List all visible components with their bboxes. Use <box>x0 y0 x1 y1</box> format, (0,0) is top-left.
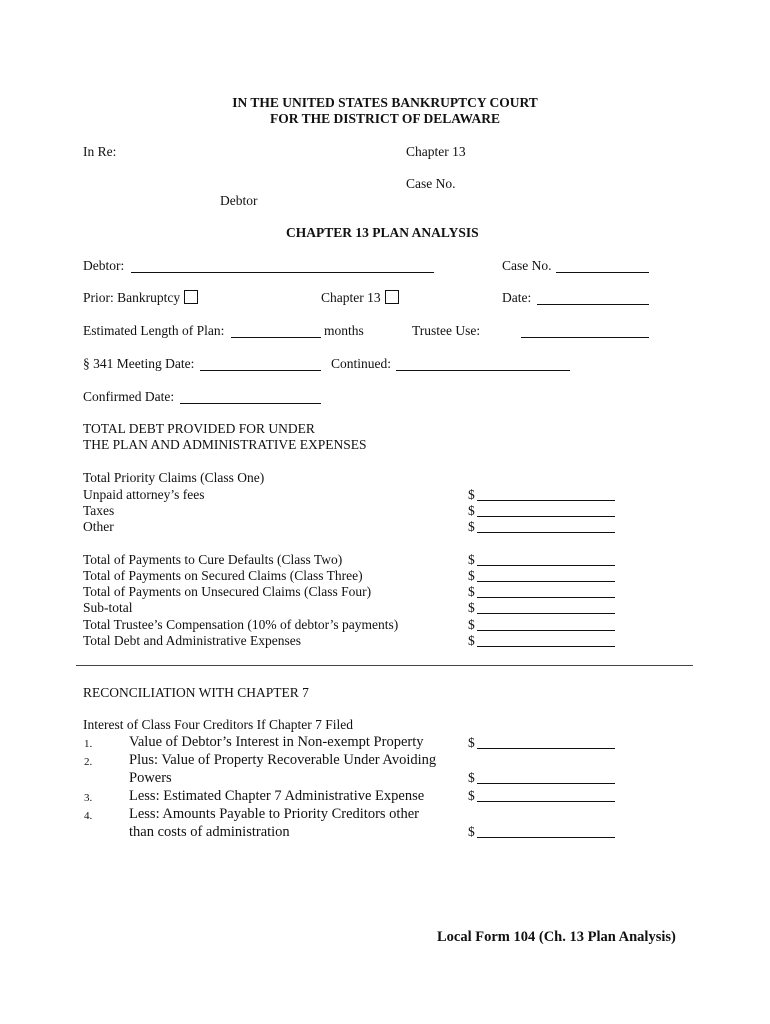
total-item-class-two: Total of Payments to Cure Defaults (Class Two) <box>83 552 343 567</box>
reconciliation-item-number: 3. <box>84 792 93 804</box>
court-title-line2: FOR THE DISTRICT OF DELAWARE <box>269 111 501 126</box>
reconciliation-intro: Interest of Class Four Creditors If Chapter 7 Filed <box>83 717 353 732</box>
trustee-use-field[interactable] <box>521 336 649 338</box>
dollar-sign: $ <box>468 519 475 534</box>
amount-field-attorney-fees[interactable] <box>477 499 615 501</box>
amount-field-class-four[interactable] <box>477 596 615 598</box>
dollar-sign: $ <box>468 600 475 615</box>
amount-field-total-debt[interactable] <box>477 645 615 647</box>
total-item-class-three: Total of Payments on Secured Claims (Class Three) <box>83 568 363 583</box>
est-length-label: Estimated Length of Plan: <box>83 323 225 338</box>
reconciliation-item-2: Plus: Value of Property Recoverable Under Avoiding <box>129 752 437 768</box>
date-field[interactable] <box>537 303 649 305</box>
reconciliation-item-4: Less: Amounts Payable to Priority Creditors other <box>129 806 419 822</box>
reconciliation-item-number: 2. <box>84 756 93 768</box>
continued-field[interactable] <box>396 369 570 371</box>
est-length-field[interactable] <box>231 336 321 338</box>
months-label: months <box>324 323 364 338</box>
reconciliation-item-number: 1. <box>84 738 93 750</box>
dollar-sign: $ <box>468 584 475 599</box>
amount-field-trustee-comp[interactable] <box>477 629 615 631</box>
prior-bankruptcy-checkbox[interactable] <box>184 290 198 304</box>
debtor-label: Debtor: <box>83 258 125 273</box>
priority-item-attorney-fees: Unpaid attorney’s fees <box>83 487 205 502</box>
amount-field-subtotal[interactable] <box>477 612 615 614</box>
total-item-trustee-comp: Total Trustee’s Compensation (10% of debtor’s payments) <box>83 617 399 632</box>
court-title-line1: IN THE UNITED STATES BANKRUPTCY COURT <box>232 95 538 110</box>
section-divider <box>76 665 693 666</box>
dollar-sign: $ <box>468 552 475 567</box>
trustee-use-label: Trustee Use: <box>412 323 481 338</box>
priority-item-taxes: Taxes <box>83 503 115 518</box>
debtor-caption-label: Debtor <box>220 193 258 208</box>
reconciliation-item-number: 4. <box>84 810 93 822</box>
dollar-sign: $ <box>468 568 475 583</box>
total-item-total-debt: Total Debt and Administrative Expenses <box>83 633 302 648</box>
case-no-caption-label: Case No. <box>406 176 456 191</box>
amount-field-recon-1[interactable] <box>477 747 615 749</box>
amount-field-other[interactable] <box>477 531 615 533</box>
dollar-sign: $ <box>468 617 475 632</box>
case-no-label: Case No. <box>502 258 552 273</box>
dollar-sign: $ <box>468 487 475 502</box>
amount-field-class-three[interactable] <box>477 580 615 582</box>
continued-label: Continued: <box>331 356 391 371</box>
dollar-sign: $ <box>468 633 475 648</box>
chapter-label: Chapter 13 <box>406 144 466 159</box>
dollar-sign: $ <box>468 503 475 518</box>
reconciliation-item-2-cont: Powers <box>129 770 172 786</box>
reconciliation-item-3: Less: Estimated Chapter 7 Administrative Expense <box>129 788 425 804</box>
total-debt-heading-2: THE PLAN AND ADMINISTRATIVE EXPENSES <box>83 437 367 452</box>
chapter13-checkbox[interactable] <box>385 290 399 304</box>
meeting-date-field[interactable] <box>200 369 321 371</box>
chapter13-row <box>321 290 399 306</box>
dollar-sign: $ <box>468 735 475 750</box>
reconciliation-heading: RECONCILIATION WITH CHAPTER 7 <box>83 685 309 700</box>
amount-field-recon-3[interactable] <box>477 800 615 802</box>
debtor-field[interactable] <box>131 271 434 273</box>
chapter13-label: Chapter 13 <box>321 290 381 305</box>
prior-bankruptcy-row <box>83 290 198 306</box>
priority-claims-heading: Total Priority Claims (Class One) <box>83 470 265 485</box>
confirmed-date-label: Confirmed Date: <box>83 389 175 404</box>
dollar-sign: $ <box>468 824 475 839</box>
date-label: Date: <box>502 290 532 305</box>
total-item-subtotal: Sub-total <box>83 600 133 615</box>
form-title: CHAPTER 13 PLAN ANALYSIS <box>286 225 479 240</box>
amount-field-class-two[interactable] <box>477 564 615 566</box>
dollar-sign: $ <box>468 770 475 785</box>
reconciliation-item-4-cont: than costs of administration <box>129 824 290 840</box>
form-footer: Local Form 104 (Ch. 13 Plan Analysis) <box>437 929 676 945</box>
prior-bankruptcy-label: Prior: Bankruptcy <box>83 290 181 305</box>
reconciliation-item-1: Value of Debtor’s Interest in Non-exempt Property <box>129 734 424 750</box>
amount-field-recon-4[interactable] <box>477 836 615 838</box>
in-re-label: In Re: <box>83 144 117 159</box>
total-item-class-four: Total of Payments on Unsecured Claims (Class Four) <box>83 584 372 599</box>
total-debt-heading-1: TOTAL DEBT PROVIDED FOR UNDER <box>83 421 315 436</box>
priority-item-other: Other <box>83 519 114 534</box>
meeting-date-label: § 341 Meeting Date: <box>83 356 195 371</box>
case-no-field[interactable] <box>556 271 649 273</box>
amount-field-recon-2[interactable] <box>477 782 615 784</box>
dollar-sign: $ <box>468 788 475 803</box>
amount-field-taxes[interactable] <box>477 515 615 517</box>
confirmed-date-field[interactable] <box>180 402 321 404</box>
